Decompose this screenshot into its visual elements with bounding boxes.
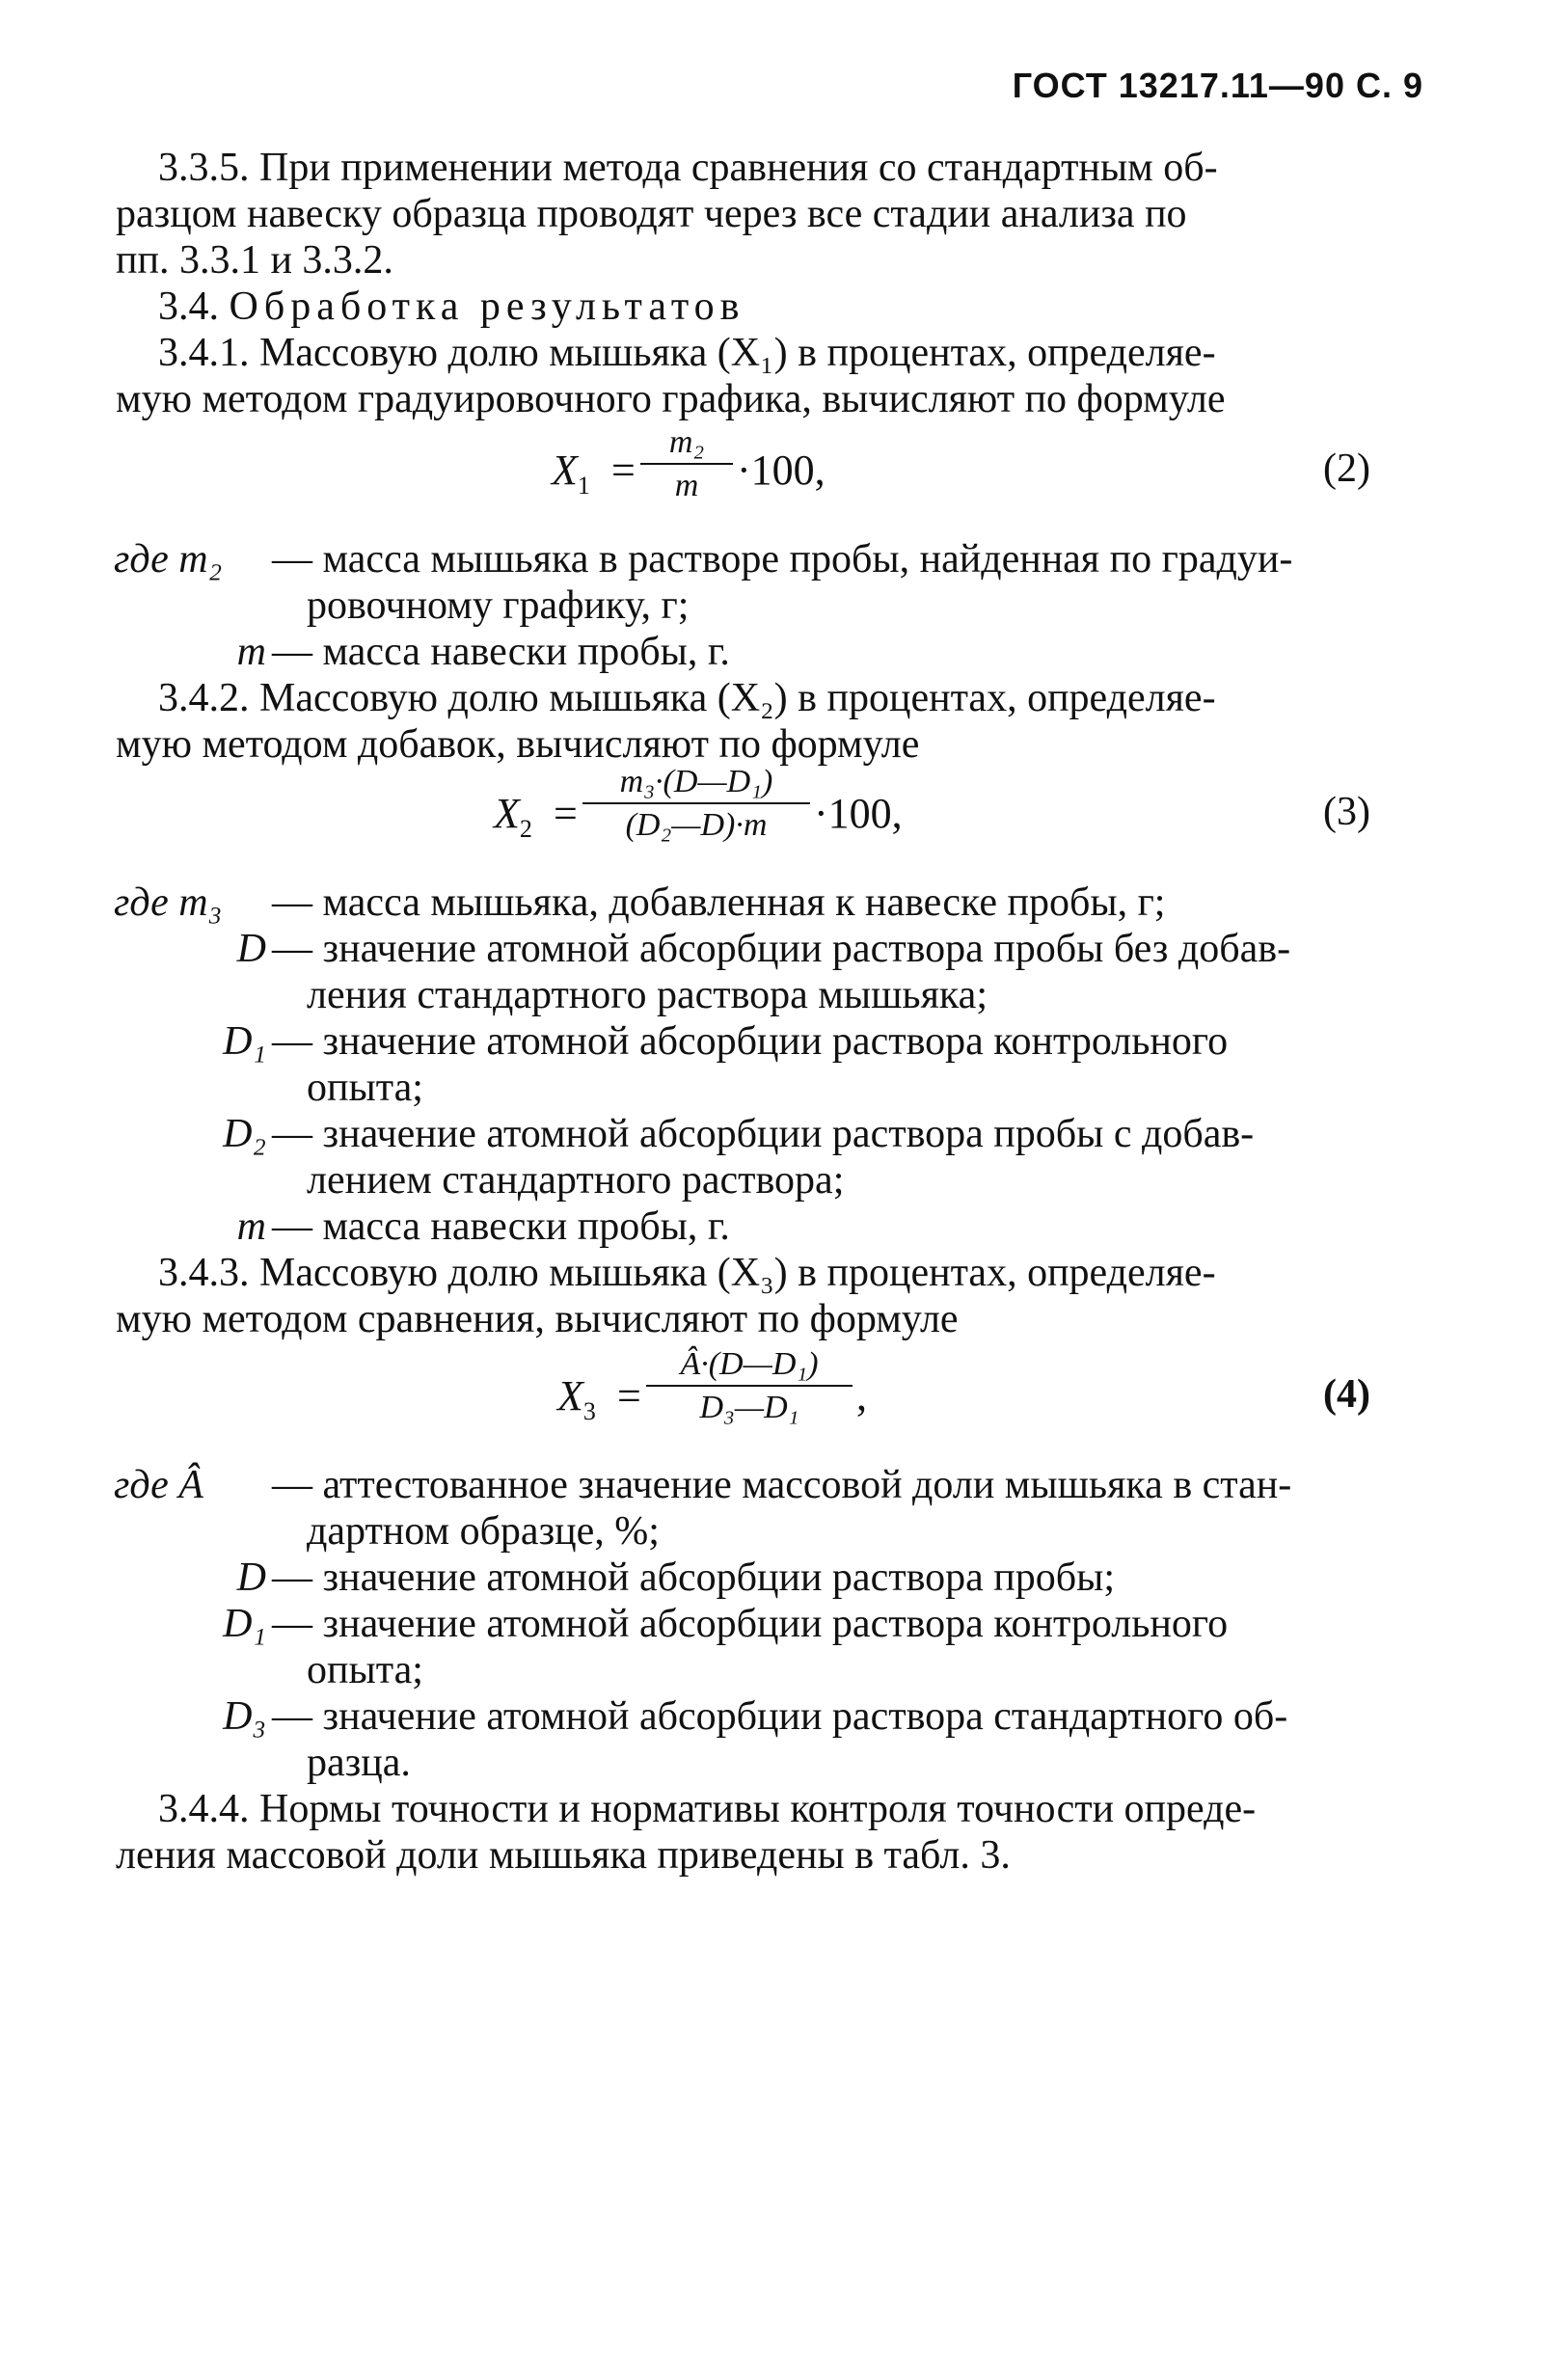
formula-3-fraction — [582, 764, 810, 845]
legend-text: — значение атомной абсорбции раствора стандартного об- — [272, 1694, 1288, 1739]
formula-4-denominator: D₃—D₁ — [699, 1390, 799, 1425]
formula-3: $X_2$ = m₃·(D—D₁) (D₂—D)·m ·100, (3) — [494, 764, 1370, 843]
paragraph-3-3-5-line2: разцом навеску образца проводят через все стадии анализа по — [116, 192, 1187, 236]
formula-4: $X_3$ = Â·(D—D₁) D₃—D₁ , (4) — [557, 1346, 1370, 1425]
legend-text-cont: дартном образце, %; — [307, 1509, 660, 1554]
legend-label: где Â — [114, 1463, 203, 1507]
legend-text: — значение атомной абсорбции раствора пробы; — [272, 1555, 1115, 1600]
legend-text-cont: разца. — [307, 1741, 411, 1785]
paragraph-3-4-2-line2: мую методом добавок, вычисляют по формуле — [116, 722, 920, 767]
legend-text-cont: ления стандартного раствора мышьяка; — [307, 973, 988, 1017]
legend-label: D₂ — [223, 1112, 266, 1156]
page-header: ГОСТ 13217.11—90 С. 9 — [1012, 66, 1423, 105]
legend-label: D — [236, 927, 266, 971]
legend-label: m — [236, 630, 266, 674]
formula-3-lhs: $X_2$ — [494, 790, 532, 843]
formula-2-denominator: m — [674, 468, 699, 503]
formula-4-lhs: $X_3$ — [557, 1372, 596, 1425]
legend-label: где m₂ — [114, 537, 223, 581]
paragraph-3-4-1-line2: мую методом градуировочного графика, вычисляют по формуле — [116, 377, 1226, 421]
equation-number-2: (2) — [1323, 446, 1370, 491]
formula-3-tail: ·100, — [814, 790, 903, 837]
legend-text-cont: ровочному графику, г; — [307, 583, 690, 628]
legend-label: D₁ — [223, 1602, 266, 1646]
paragraph-3-4-3-line2: мую методом сравнения, вычисляют по формуле — [116, 1297, 959, 1341]
legend-text: — значение атомной абсорбции раствора пробы без добав- — [272, 927, 1291, 971]
legend-label: D₃ — [223, 1694, 266, 1739]
paragraph-3-3-5-line3: пп. 3.3.1 и 3.3.2. — [116, 238, 393, 283]
section-number: 3.4. — [158, 284, 230, 329]
legend-label: D₁ — [223, 1019, 266, 1064]
paragraph-3-4-2-line1: 3.4.2. Массовую долю мышьяка (X₂) в процентах, определяе- — [158, 676, 1216, 720]
paragraph-3-4-4-line2: ления массовой доли мышьяка приведены в табл. 3. — [116, 1833, 1011, 1878]
formula-3-denominator: (D₂—D)·m — [625, 807, 768, 843]
formula-2-lhs: $X_1$ — [552, 446, 590, 500]
legend-text: — аттестованное значение массовой доли мышьяка в стан- — [272, 1463, 1292, 1507]
formula-4-tail: , — [856, 1372, 867, 1420]
legend-label: m — [236, 1204, 266, 1249]
legend-text: — значение атомной абсорбции раствора пробы с добав- — [272, 1112, 1255, 1156]
formula-3-numerator: m₃·(D—D₁) — [619, 764, 773, 799]
section-heading-3-4 — [116, 284, 1420, 330]
paragraph-3-3-5-line1: 3.3.5. При применении метода сравнения со стандартным об- — [158, 146, 1218, 190]
section-title: Обработка результатов — [229, 284, 745, 329]
formula-2-numerator: m₂ — [668, 424, 705, 460]
equation-number-3: (3) — [1323, 790, 1370, 834]
legend-label: D — [236, 1555, 266, 1600]
legend-text-cont: опыта; — [307, 1066, 423, 1110]
equation-number-4: (4) — [1323, 1372, 1370, 1417]
legend-text: — масса мышьяка, добавленная к навеске пробы, г; — [272, 880, 1166, 925]
legend-text: — масса мышьяка в растворе пробы, найденная по градуи- — [272, 537, 1293, 581]
legend-text: — значение атомной абсорбции раствора контрольного — [272, 1019, 1229, 1064]
paragraph-3-4-3-line1: 3.4.3. Массовую долю мышьяка (X₃) в процентах, определяе- — [158, 1251, 1216, 1295]
formula-4-fraction — [646, 1346, 853, 1427]
legend-text: — значение атомной абсорбции раствора контрольного — [272, 1602, 1229, 1646]
paragraph-3-4-1-line1: 3.4.1. Массовую долю мышьяка (X₁) в процентах, определяе- — [158, 331, 1216, 375]
paragraph-3-4-4-line1: 3.4.4. Нормы точности и нормативы контроля точности опреде- — [158, 1787, 1257, 1831]
formula-2: $X_1$ = m₂ m ·100, (2) — [552, 424, 1370, 503]
legend-text: — масса навески пробы, г. — [272, 1204, 730, 1249]
legend-text: — масса навески пробы, г. — [272, 630, 730, 674]
formula-4-numerator: Â·(D—D₁) — [680, 1346, 819, 1382]
formula-2-tail: ·100, — [737, 446, 826, 494]
legend-text-cont: лением стандартного раствора; — [307, 1158, 845, 1203]
legend-text-cont: опыта; — [307, 1648, 423, 1692]
legend-label: где m₃ — [114, 880, 223, 925]
formula-2-fraction — [640, 424, 733, 505]
